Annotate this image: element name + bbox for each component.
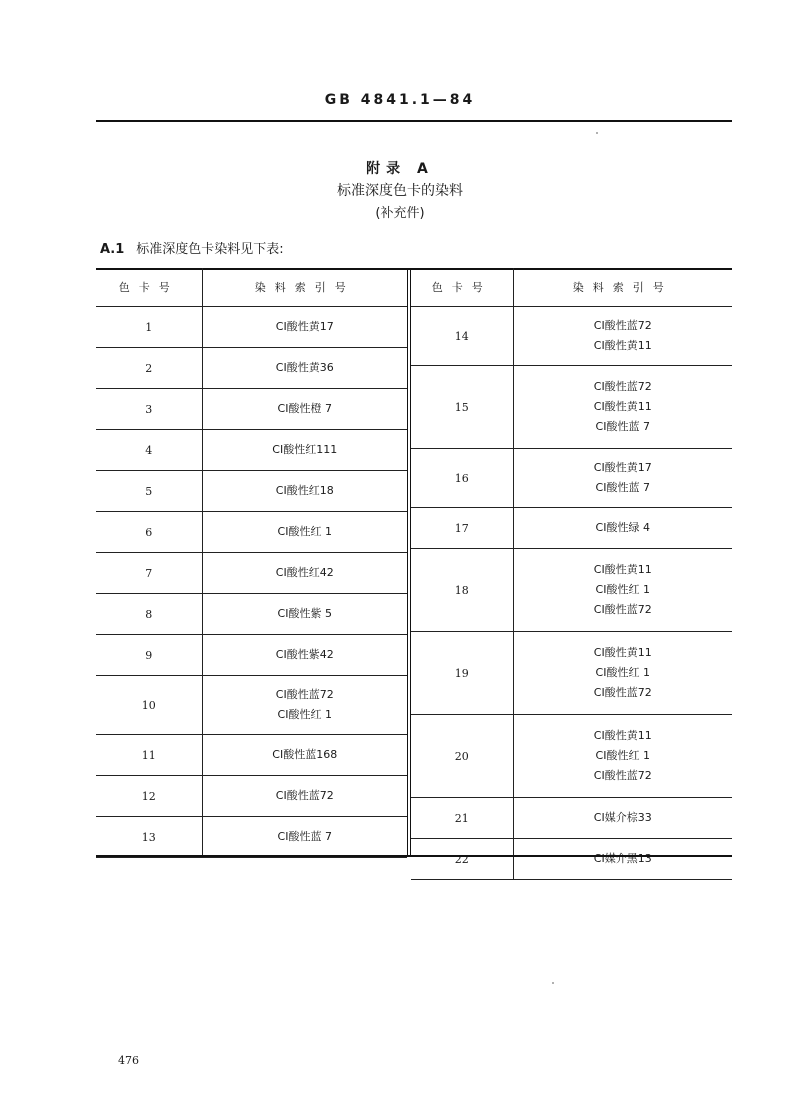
card-number-cell: 11 [96,735,202,776]
dye-name: CI酸性黄11 [593,646,652,659]
table-row [96,430,407,471]
table-left-half [96,268,407,858]
card-number-cell: 12 [96,776,202,817]
card-number-cell: 7 [96,553,202,594]
dye-name: CI媒介棕33 [593,811,652,824]
dye-name: CI酸性黄11 [593,339,652,352]
card-number-cell: 2 [96,348,202,389]
dye-name: CI酸性红 1 [277,708,332,721]
dye-name: CI酸性黄11 [593,563,652,576]
dye-index-cell [202,817,407,858]
dye-index-cell [202,553,407,594]
dye-name: CI酸性黄17 [275,320,334,333]
table-row [96,676,407,735]
table-row [96,307,407,348]
dye-name: CI酸性蓝 7 [595,420,650,433]
appendix-label: 附录 A [366,161,434,177]
page-number: 476 [118,1054,139,1067]
left-table-body [96,307,407,858]
scan-speck [596,132,598,134]
table-bottom-rule [96,855,732,857]
dye-index-header: 染料索引号 [202,268,407,307]
card-number-cell: 3 [96,389,202,430]
card-number-cell: 5 [96,471,202,512]
dye-name: CI酸性红18 [275,484,334,497]
card-number-cell: 18 [411,549,513,632]
dye-index-cell [513,549,732,632]
dye-name: CI酸性橙 7 [277,402,332,415]
dye-name: CI酸性蓝 7 [595,481,650,494]
section-heading [100,238,284,257]
table-row [96,635,407,676]
dye-index-cell [513,798,732,839]
dye-index-cell [202,389,407,430]
table-row [411,632,732,715]
dye-index-cell [202,471,407,512]
header-rule [96,120,732,122]
card-number-cell: 21 [411,798,513,839]
table-right-half [411,268,732,880]
table-row [96,735,407,776]
card-number-cell: 16 [411,449,513,508]
table-row [96,553,407,594]
dye-name: CI酸性蓝168 [272,748,338,761]
table-row [411,449,732,508]
table-row [96,348,407,389]
section-text: 标准深度色卡染料见下表: [136,242,284,257]
dye-name: CI酸性黄11 [593,400,652,413]
dye-index-cell [202,307,407,348]
table-row [96,471,407,512]
appendix-note: (补充件) [375,206,425,221]
table-row [411,839,732,880]
section-number: A.1 [100,242,125,257]
card-number-cell: 22 [411,839,513,880]
dye-name: CI酸性红 1 [595,749,650,762]
card-number-cell: 1 [96,307,202,348]
dye-name: CI酸性黄11 [593,729,652,742]
appendix-title: 标准深度色卡的染料 [337,183,463,199]
dye-name: CI酸性蓝72 [593,603,652,616]
table-row [96,389,407,430]
card-number-cell: 6 [96,512,202,553]
dye-index-cell [202,735,407,776]
card-number-cell: 8 [96,594,202,635]
table-row [411,549,732,632]
dye-index-cell [513,307,732,366]
dye-index-cell [513,508,732,549]
dye-name: CI酸性红42 [275,566,334,579]
dye-name: CI酸性黄17 [593,461,652,474]
dye-index-cell [202,430,407,471]
dye-index-header: 染料索引号 [513,268,732,307]
dye-index-cell [202,594,407,635]
right-table-body [411,307,732,880]
table-row [96,776,407,817]
table-row [411,366,732,449]
scan-speck [552,982,554,984]
dye-name: CI酸性蓝72 [275,789,334,802]
table-row [96,512,407,553]
dye-index-cell [202,635,407,676]
dye-index-cell [513,839,732,880]
dye-index-cell [202,512,407,553]
dye-name: CI酸性紫 5 [277,607,332,620]
card-number-cell: 20 [411,715,513,798]
dye-name: CI酸性蓝72 [593,380,652,393]
dye-index-cell [513,715,732,798]
dye-name: CI酸性绿 4 [595,521,650,534]
dye-index-cell [513,366,732,449]
dye-name: CI酸性蓝 7 [277,830,332,843]
document-code: GB 4841.1—84 [324,92,476,108]
card-number-cell: 13 [96,817,202,858]
dye-name: CI酸性蓝72 [593,686,652,699]
table-row [411,715,732,798]
card-number-header: 色卡号 [411,268,513,307]
dye-name: CI酸性蓝72 [593,319,652,332]
dye-name: CI酸性红 1 [277,525,332,538]
card-number-header: 色卡号 [96,268,202,307]
dye-index-cell [513,632,732,715]
dye-index-cell [202,348,407,389]
dye-name: CI酸性红 1 [595,666,650,679]
card-number-cell: 14 [411,307,513,366]
table-row [411,307,732,366]
dye-name: CI酸性红 1 [595,583,650,596]
card-number-cell: 15 [411,366,513,449]
card-number-cell: 4 [96,430,202,471]
dye-name: CI酸性黄36 [275,361,334,374]
table-row [411,508,732,549]
dye-name: CI酸性蓝72 [593,769,652,782]
dye-table [96,268,732,866]
card-number-cell: 10 [96,676,202,735]
dye-name: CI媒介黑13 [593,852,652,865]
card-number-cell: 9 [96,635,202,676]
table-row [411,798,732,839]
card-number-cell: 19 [411,632,513,715]
dye-index-cell [513,449,732,508]
dye-index-cell [202,776,407,817]
card-number-cell: 17 [411,508,513,549]
dye-name: CI酸性红111 [272,443,338,456]
dye-index-cell [202,676,407,735]
table-row [96,817,407,858]
dye-name: CI酸性紫42 [275,648,334,661]
table-row [96,594,407,635]
dye-name: CI酸性蓝72 [275,688,334,701]
